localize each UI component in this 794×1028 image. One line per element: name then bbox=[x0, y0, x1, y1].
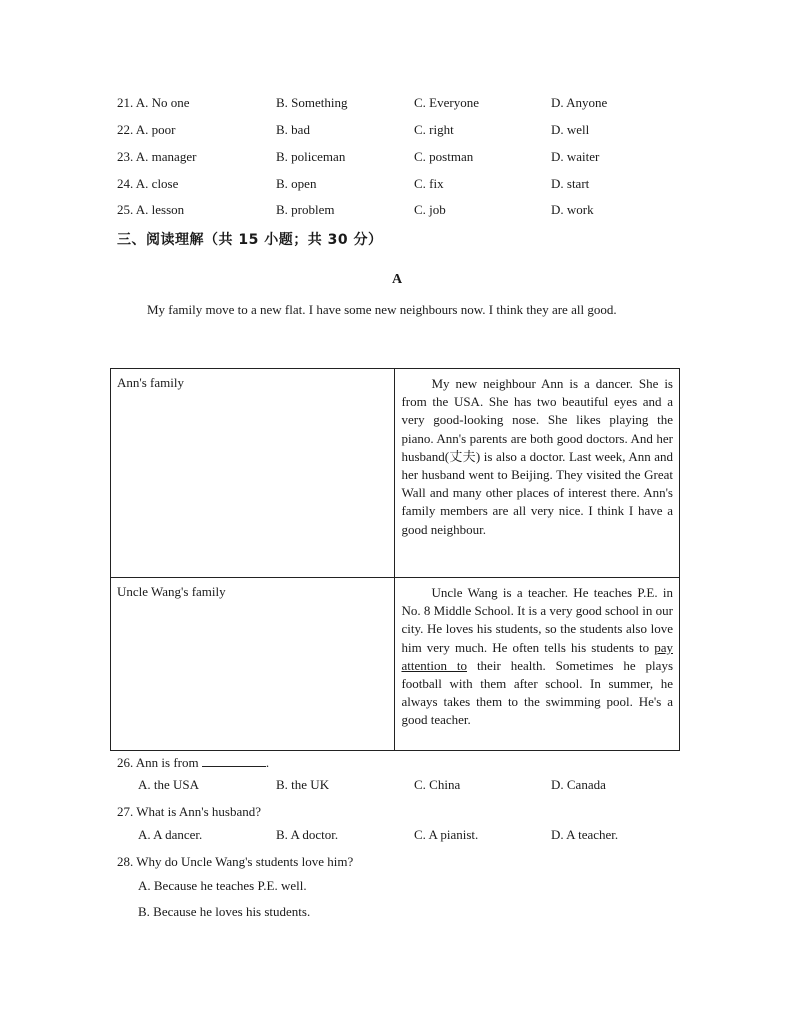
option-a: 25. A. lesson bbox=[117, 202, 185, 217]
answer-option: A. the USA bbox=[138, 777, 200, 792]
option-row-23 bbox=[117, 149, 677, 167]
option-a: 21. A. No one bbox=[117, 95, 190, 110]
family-name-cell: Ann's family bbox=[111, 369, 395, 578]
option-a: 24. A. close bbox=[117, 176, 179, 191]
option-c: C. job bbox=[414, 202, 446, 217]
families-table bbox=[110, 368, 680, 751]
description-text: Uncle Wang is a teacher. He teaches P.E. in No. 8 Middle School. It is a very good school in our city. He loves his students, so the students also love him very much. He often tells his students to bbox=[401, 585, 673, 655]
passage-intro: My family move to a new flat. I have some new neighbours now. I think they are all good. bbox=[147, 302, 617, 317]
option-row-24 bbox=[117, 176, 677, 194]
option-c: C. right bbox=[414, 122, 454, 137]
answer-option: B. A doctor. bbox=[276, 827, 339, 842]
family-name-cell: Uncle Wang's family bbox=[111, 578, 395, 751]
option-d: D. well bbox=[551, 122, 590, 137]
answer-row-26 bbox=[138, 777, 678, 795]
question-stem: 26. Ann is from bbox=[117, 755, 199, 770]
option-a: 23. A. manager bbox=[117, 149, 197, 164]
answer-option: D. A teacher. bbox=[551, 827, 619, 842]
question-28: 28. Why do Uncle Wang's students love him? bbox=[117, 854, 354, 869]
option-d: D. work bbox=[551, 202, 594, 217]
answer-option: B. Because he loves his students. bbox=[138, 904, 311, 919]
answer-blank bbox=[202, 754, 266, 767]
option-b: B. bad bbox=[276, 122, 310, 137]
answer-option: C. China bbox=[414, 777, 461, 792]
option-c: C. Everyone bbox=[414, 95, 479, 110]
option-b: B. problem bbox=[276, 202, 335, 217]
option-c: C. postman bbox=[414, 149, 474, 164]
family-description-cell bbox=[395, 578, 680, 751]
passage-letter: A bbox=[391, 272, 403, 287]
table-row bbox=[111, 578, 680, 751]
answer-option: B. the UK bbox=[276, 777, 330, 792]
answer-option: D. Canada bbox=[551, 777, 606, 792]
family-description-cell bbox=[395, 369, 680, 578]
answer-row-27 bbox=[138, 827, 678, 845]
option-row-25 bbox=[117, 202, 677, 220]
answer-option: A. A dancer. bbox=[138, 827, 203, 842]
blank-end: . bbox=[265, 755, 270, 770]
option-row-21 bbox=[117, 95, 677, 113]
option-d: D. Anyone bbox=[551, 95, 608, 110]
question-26 bbox=[117, 754, 269, 771]
option-b: B. policeman bbox=[276, 149, 346, 164]
table-row bbox=[111, 369, 680, 578]
option-d: D. waiter bbox=[551, 149, 600, 164]
option-b: B. Something bbox=[276, 95, 348, 110]
option-a: 22. A. poor bbox=[117, 122, 176, 137]
section-heading: 三、阅读理解（共 15 小题；共 30 分） bbox=[117, 232, 383, 248]
family-description bbox=[401, 584, 673, 730]
family-description: My new neighbour Ann is a dancer. She is from the USA. She has two beautiful eyes and a very good-looking nose. She likes playing the piano. Ann's parents are both good doctors. And her husband(丈夫) is also a doctor. Last week, Ann and her husband went to Beijing. They visited the Great Wall and many other places of interest there. Ann's family members are all very nice. I think I have a good neighbour. bbox=[401, 376, 673, 537]
underlined-phrase: pay attention to bbox=[401, 639, 673, 673]
question-27: 27. What is Ann's husband? bbox=[117, 804, 262, 819]
answer-option: A. Because he teaches P.E. well. bbox=[138, 878, 307, 893]
option-d: D. start bbox=[551, 176, 590, 191]
answer-option: C. A pianist. bbox=[414, 827, 479, 842]
description-text: their health. Sometimes he plays football with them after school. In summer, he always takes them to the swimming pool. He's a good teacher. bbox=[401, 657, 674, 728]
option-c: C. fix bbox=[414, 176, 444, 191]
option-row-22 bbox=[117, 122, 677, 140]
option-b: B. open bbox=[276, 176, 317, 191]
